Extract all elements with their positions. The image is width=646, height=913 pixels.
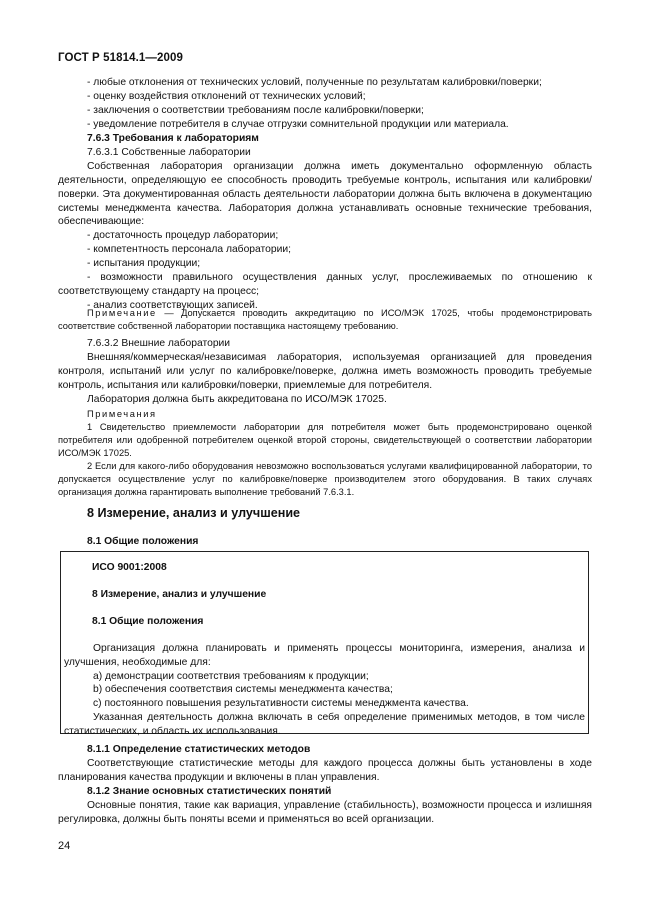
iso-paragraph: Указанная деятельность должна включать в себя определение применимых методов, в том числе статистических, и область их использования.: [64, 712, 585, 738]
list-item: - любые отклонения от технических условий, полученные по результатам калибровки/поверки;: [87, 77, 542, 88]
notes-label: Примечания: [87, 409, 157, 419]
paragraph: Основные понятия, такие как вариация, управление (стабильность), возможности процесса и излишняя регулировка, должны быть поняты всеми и применяться во всей организации.: [58, 799, 592, 825]
iso-heading: 8 Измерение, анализ и улучшение: [92, 588, 267, 600]
list-item: - оценку воздействия отклонений от технических условий;: [87, 90, 366, 102]
section-8-1-2: [58, 785, 592, 827]
subsection-heading: 7.6.3.1 Собственные лаборатории: [87, 146, 251, 158]
note-label: Примечание: [87, 308, 157, 318]
list-item: - анализ соответствующих записей.: [87, 299, 258, 311]
note-item: 1 Свидетельство приемлемости лаборатории для потребителя может быть продемонстрировано оценкой потребителя или одобренной потребителем оценкой второй стороны, свидетельствующей о соответствии лаборатории ИСО/МЭК 17025.: [58, 422, 592, 458]
list-item: - уведомление потребителя в случае отгрузки сомнительной продукции или материала.: [87, 118, 509, 130]
notes-block: [58, 408, 592, 499]
iso-quote-box: [60, 551, 589, 738]
list-item: - заключения о соответствии требованиям после калибровки/поверки;: [87, 104, 424, 116]
iso-paragraph: Организация должна планировать и применять процессы мониторинга, измерения, анализа и улучшения, необходимые для:: [64, 642, 585, 668]
note-text: — Допускается проводить аккредитацию по ИСО/МЭК 17025, чтобы продемонстрировать соответствие собственной лаборатории поставщика настоящему требованию.: [58, 308, 592, 331]
list-item: - возможности правильного осуществления данных услуг, прослеживаемых по отношению к соответствующему стандарту на процесс;: [58, 272, 592, 297]
paragraph: Собственная лаборатория организации должна иметь документально оформленную область деятельности, определяющую ее способность проводить требуемые контроль, испытания или калибровки/поверки. Эта документированная область деятельности лаборатории должна быть включена в документацию системы менеджмента качества. Лаборатория должна устанавливать основные технические требования, обеспечивающие:: [58, 160, 592, 228]
list-item: - достаточность процедур лаборатории;: [87, 230, 279, 242]
page-number: 24: [58, 840, 71, 852]
paragraph: Лаборатория должна быть аккредитована по ИСО/МЭК 17025.: [87, 393, 387, 405]
section-7-6-3: [58, 132, 592, 313]
section-heading: 8.1.1 Определение статистических методов: [87, 744, 311, 755]
iso-source: ИСО 9001:2008: [92, 562, 167, 573]
iso-subheading: 8.1 Общие положения: [92, 615, 204, 627]
note-block: [58, 307, 592, 333]
iso-list-item: a) демонстрации соответствия требованиям к продукции;: [93, 670, 369, 682]
paragraph: Внешняя/коммерческая/независимая лаборатория, используемая организацией для проведения контроля, испытаний или услуг по калибровке/поверке, должна иметь возможность проводить требуемые контроль, испытания или калибровки/поверки, приемлемые для потребителя.: [58, 351, 592, 391]
note: [58, 307, 592, 333]
iso-list-item: b) обеспечения соответствия системы менеджмента качества;: [93, 684, 393, 696]
subsection-heading: 7.6.3.2 Внешние лаборатории: [87, 338, 231, 349]
document-header: ГОСТ Р 51814.1—2009: [58, 52, 183, 64]
paragraph: Соответствующие статистические методы для каждого процесса должны быть установлены в ходе планирования качества продукции и включены в план управления.: [58, 757, 592, 783]
external-lab-block: [58, 337, 592, 407]
section-8-title: 8 Измерение, анализ и улучшение: [87, 506, 301, 520]
list-item: - испытания продукции;: [87, 258, 201, 270]
section-8-1-heading-block: [58, 535, 592, 549]
iso-list-item: c) постоянного повышения результативности системы менеджмента качества.: [93, 698, 469, 710]
section-8-1-1: [58, 743, 592, 785]
section-heading: 7.6.3 Требования к лабораториям: [87, 133, 259, 144]
list-item: - компетентность персонала лаборатории;: [87, 244, 291, 256]
top-list: [58, 76, 592, 132]
note-item: 2 Если для какого-либо оборудования невозможно воспользоваться услугами квалифицированной лаборатории, то допускается осуществление услуг по калибровке/поверке производителем этого оборудования. В таких случаях организация должна гарантировать выполнение требований 7.6.3.1.: [58, 461, 592, 497]
section-heading: 8.1.2 Знание основных статистических понятий: [87, 786, 332, 797]
section-heading: 8.1 Общие положения: [87, 536, 199, 547]
